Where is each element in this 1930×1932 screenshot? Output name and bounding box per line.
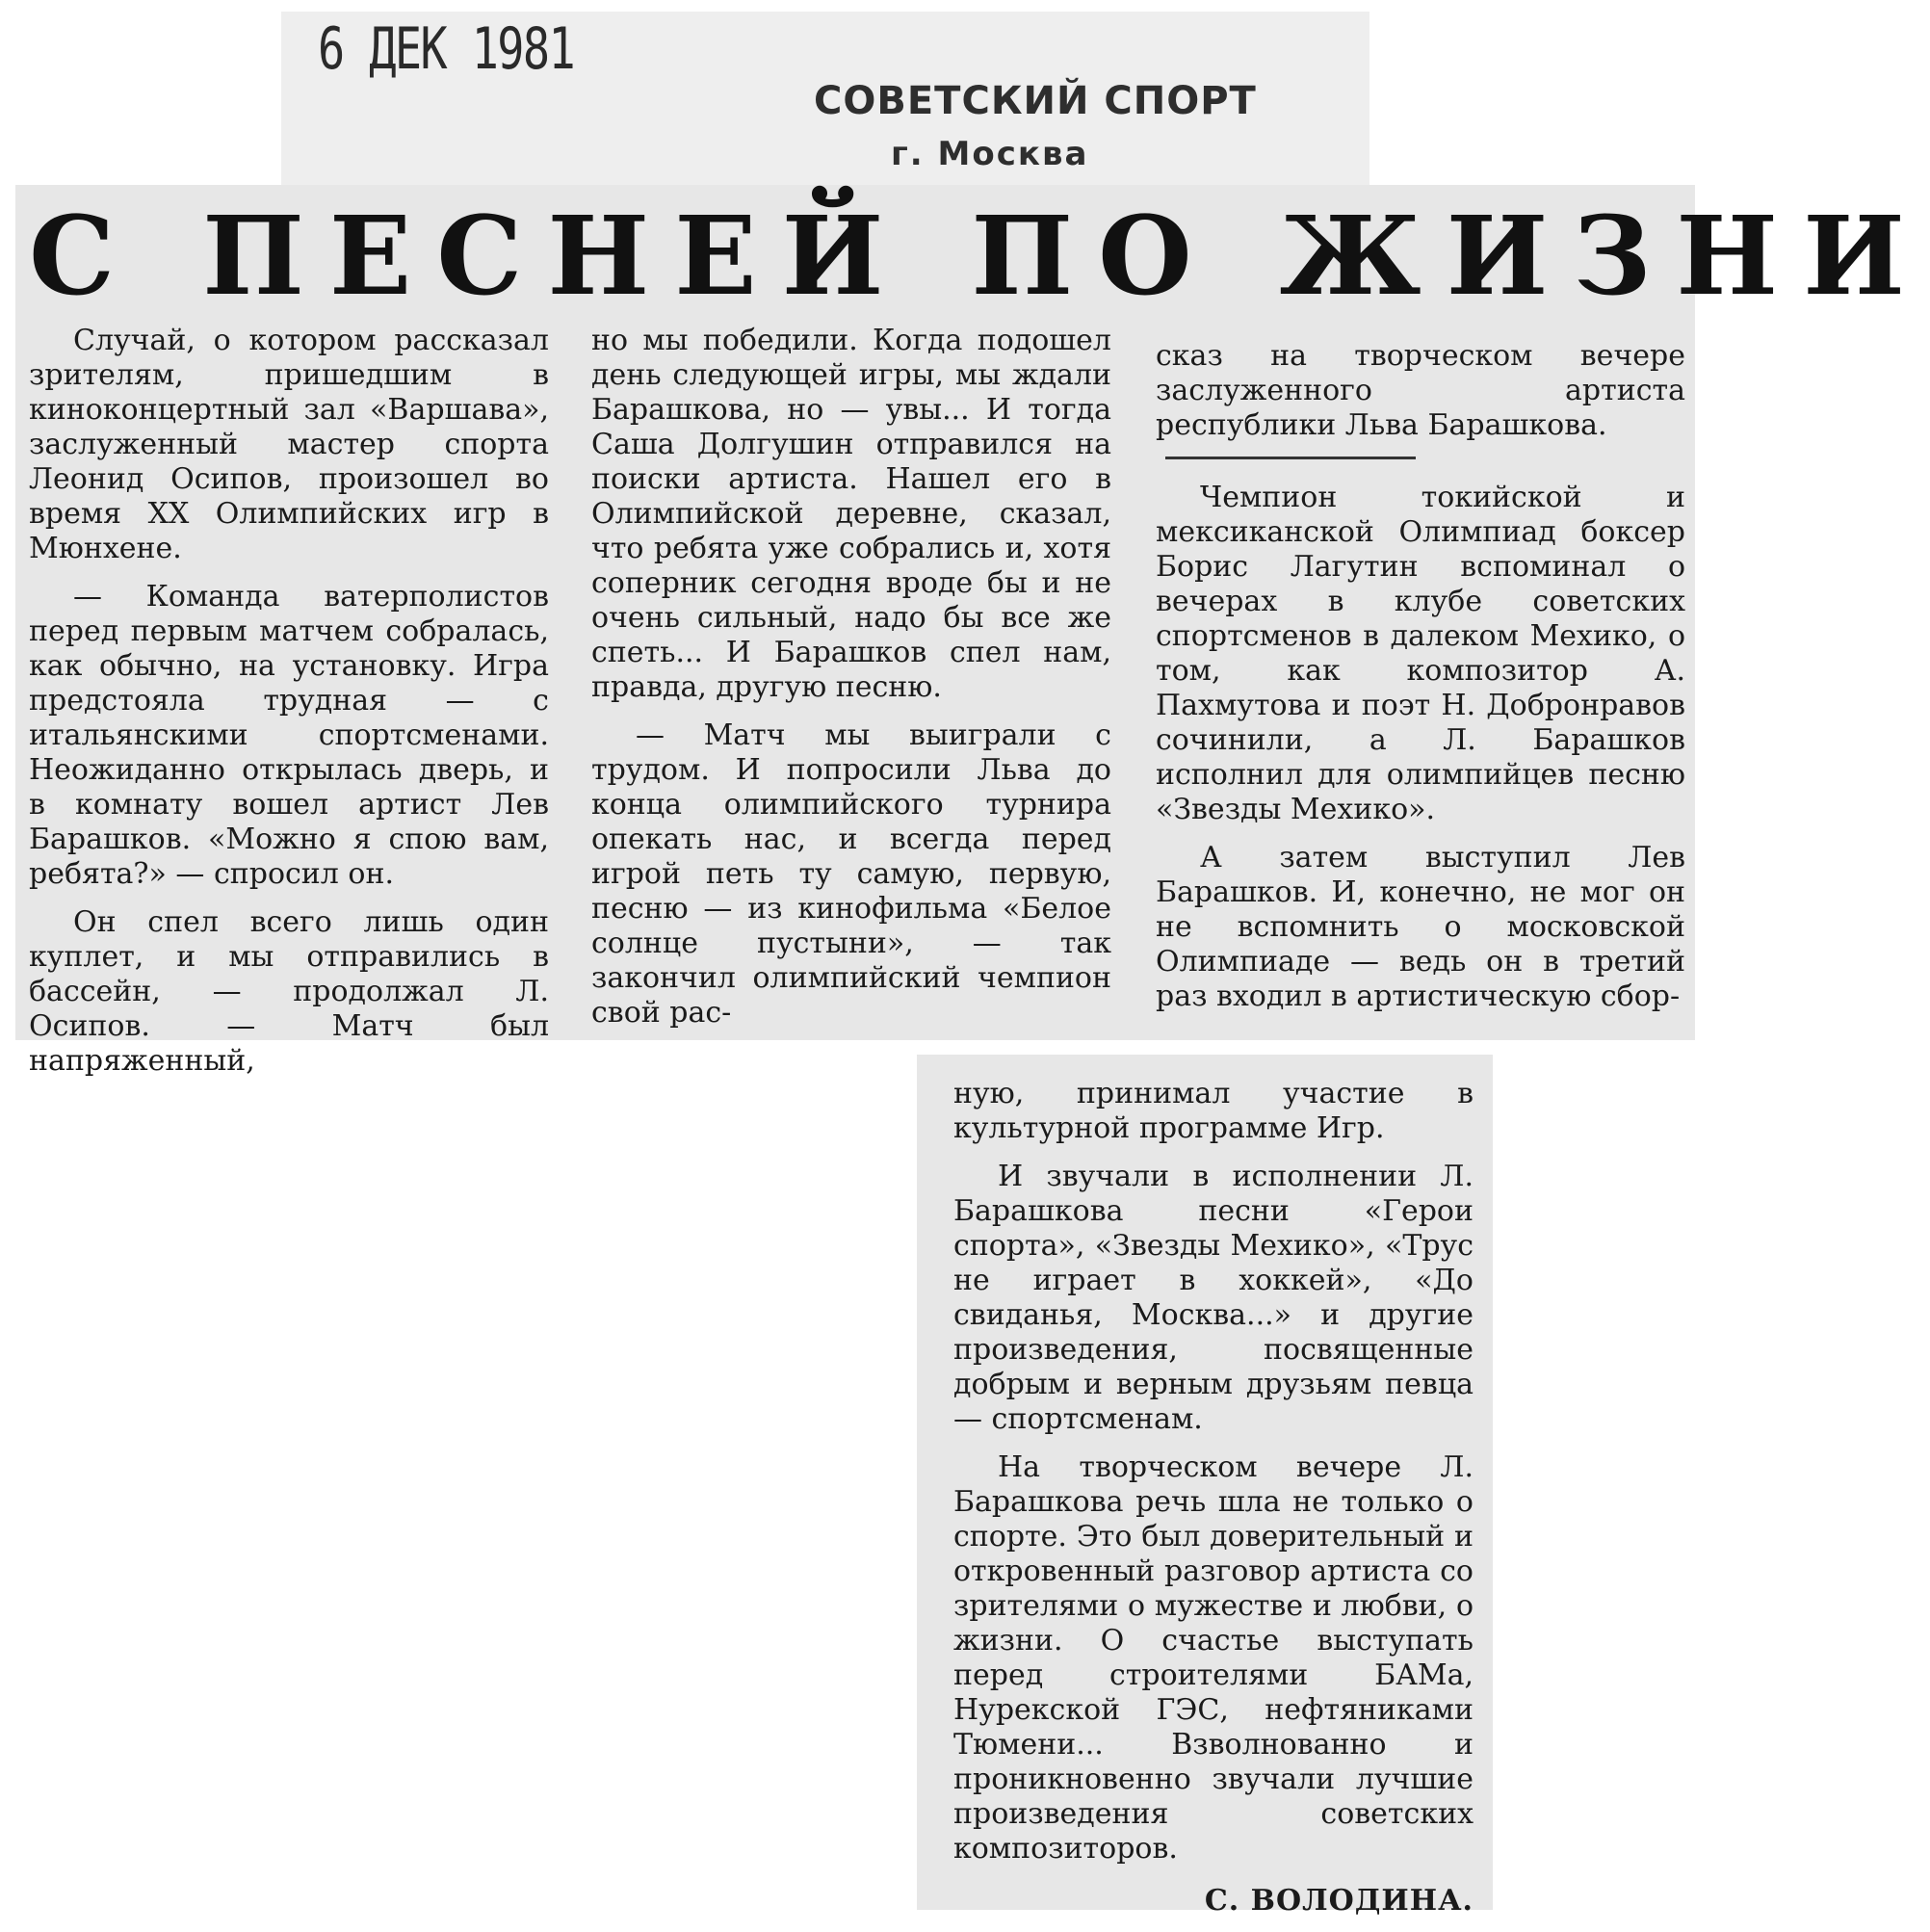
paragraph: Случай, о котором рассказал зрителям, пришедшим в киноконцертный зал «Варшава», заслуженный мастер спорта Леонид Осипов, произошел во время XX Олимпийских игр в Мюнхене. — [29, 324, 549, 565]
article-column-2 — [591, 324, 1111, 1044]
date-stamp: 6 ДЕК 1981 — [318, 15, 575, 83]
paragraph: Он спел всего лишь один куплет, и мы отправились в бассейн, — продолжал Л. Осипов. — Матч был напряженный, — [29, 905, 549, 1078]
paragraph: — Команда ватерполистов перед первым матчем собралась, как обычно, на установку. Игра предстояла трудная — с итальянскими спортсменами. Неожиданно открылась дверь, и в комнату вошел артист Лев Барашков. «Можно я спою вам, ребята?» — спросил он. — [29, 580, 549, 891]
article-column-1 — [29, 324, 549, 1092]
paragraph: И звучали в исполнении Л. Барашкова песни «Герои спорта», «Звезды Мехико», «Трус не играет в хоккей», «До свиданья, Москва...» и другие произведения, посвященные добрым и верным друзьям певца — спортсменам. — [953, 1160, 1474, 1436]
paragraph: но мы победили. Когда подошел день следующей игры, мы ждали Барашкова, но — увы... И тогда Саша Долгушин отправился на поиски артиста. Нашел его в Олимпийской деревне, сказал, что ребята уже собрались и, хотя соперник сегодня вроде бы и не очень сильный, надо бы все же спеть... И Барашков спел нам, правда, другую песню. — [591, 324, 1111, 704]
author-byline: С. ВОЛОДИНА. — [1204, 1884, 1474, 1918]
newspaper-stamp: СОВЕТСКИЙ СПОРТ — [814, 79, 1257, 123]
paragraph: ную, принимал участие в культурной программе Игр. — [953, 1077, 1474, 1145]
paragraph: На творческом вечере Л. Барашкова речь шла не только о спорте. Это был доверительный и откровенный разговор артиста со зрителями о мужестве и любви, о жизни. О счастье выступать перед строителями БАМа, Нурекской ГЭС, нефтяниками Тюмени... Взволнованно и проникновенно звучали лучшие произведения советских композиторов. — [953, 1450, 1474, 1866]
paragraph: — Матч мы выиграли с трудом. И попросили Льва до конца олимпийского турнира опекать нас, и всегда перед игрой петь ту самую, первую, песню — из кинофильма «Белое солнце пустыни», — так закончил олимпийский чемпион свой рас- — [591, 718, 1111, 1030]
paragraph: Чемпион токийской и мексиканской Олимпиад боксер Борис Лагутин вспоминал о вечерах в клубе советских спортсменов в далеком Мехико, о том, как композитор А. Пахмутова и поэт Н. Добронравов сочинили, а Л. Барашков исполнил для олимпийцев песню «Звезды Мехико». — [1156, 481, 1685, 826]
article-column-4 — [953, 1077, 1474, 1932]
paragraph: А затем выступил Лев Барашков. И, конечно, не мог он не вспомнить о московской Олимпиаде — ведь он в третий раз входил в артистическую сбор- — [1156, 841, 1685, 1013]
article-headline: С ПЕСНЕЙ ПО ЖИЗНИ — [29, 194, 1930, 320]
paragraph: сказ на творческом вечере заслуженного артиста республики Льва Барашкова. — [1156, 339, 1685, 442]
city-stamp: г. Москва — [891, 135, 1089, 173]
section-divider — [1165, 457, 1416, 459]
article-column-3 — [1156, 339, 1685, 1028]
